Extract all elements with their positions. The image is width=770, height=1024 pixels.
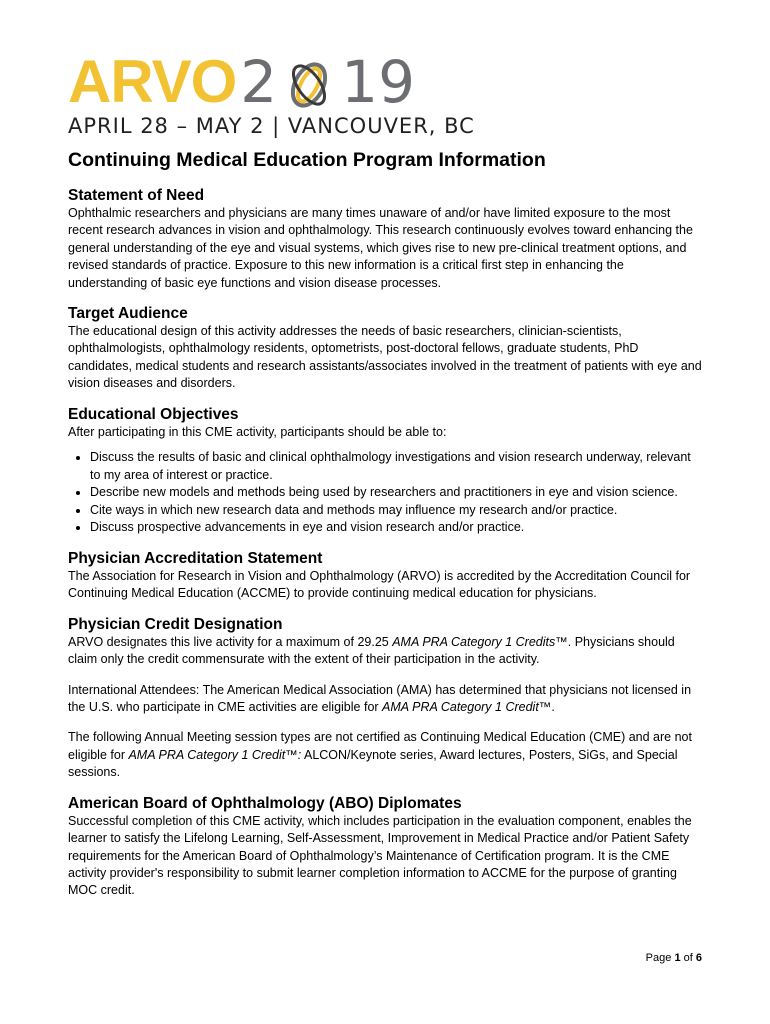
section-heading: American Board of Ophthalmology (ABO) Diplomates xyxy=(68,794,462,812)
section-body: Ophthalmic researchers and physicians are many times unaware of and/or have limited exposure to the most recent research advances in vision and ophthalmology. This research continuously evolves toward enhancing the general understanding of the eye and visual systems, which gives rise to new pre-clinical treatment options, and revised standards of practice. Exposure to this new information is a critical first step in enhancing the understanding of basic eye functions and vision disease processes. xyxy=(68,206,693,290)
accreditation-section xyxy=(68,549,702,603)
logo-year xyxy=(240,48,415,116)
text-run: ARVO designates this live activity for a maximum of 29.25 xyxy=(68,634,393,649)
statement-of-need-section xyxy=(68,186,702,292)
credit-term: AMA PRA Category 1 Credits™ xyxy=(392,634,568,649)
text-run: International Attendees: The American Medical Association (AMA) has determined that physicians not licensed in the U.S. who participate in CME activities are eligible for xyxy=(68,682,692,715)
page-label: Page xyxy=(645,952,672,964)
event-dates-location: APRIL 28 – MAY 2 | VANCOUVER, BC xyxy=(68,114,475,138)
international-paragraph xyxy=(68,682,702,717)
objectives-intro: After participating in this CME activity, participants should be able to: xyxy=(68,424,447,439)
paragraph-gap xyxy=(68,716,702,729)
section-body: The Association for Research in Vision and Ophthalmology (ARVO) is accredited by the Accreditation Council for Continuing Medical Education (ACCME) to provide continuing medical education for physicians. xyxy=(68,569,691,601)
section-heading: Target Audience xyxy=(68,305,188,323)
educational-objectives-section xyxy=(68,405,702,537)
section-heading: Physician Credit Designation xyxy=(68,615,283,633)
logo-year-last-digits: 19 xyxy=(341,48,415,116)
objectives-list xyxy=(68,449,702,537)
page-title: Continuing Medical Education Program Information xyxy=(68,149,546,171)
list-item: • Describe new models and methods being used by researchers and practitioners in eye and vision science. xyxy=(90,484,702,502)
section-heading: Statement of Need xyxy=(68,187,205,204)
target-audience-section xyxy=(68,304,702,393)
abo-diplomates-section xyxy=(68,794,702,900)
non-certified-paragraph xyxy=(68,729,702,781)
section-heading: Educational Objectives xyxy=(68,405,239,423)
text-run: The following Annual Meeting session types are not certified as Continuing Medical Education (CME) and are not eligible for xyxy=(68,730,692,762)
of-label: of xyxy=(683,952,693,964)
page-number xyxy=(646,952,702,964)
credit-term: AMA PRA Category 1 Credit™ xyxy=(382,700,552,715)
swirl-zero-icon xyxy=(278,56,340,110)
text-run: ALCON/Keynote series, Award lectures, Posters, SiGs, and Special sessions. xyxy=(68,747,678,780)
text-run: . Physicians should claim only the credit commensurate with the extent of their participation in the activity. xyxy=(68,634,675,667)
section-body: The educational design of this activity addresses the needs of basic researchers, clinician-scientists, ophthalmologists, ophthalmology residents, optometrists, post-doctoral fellows, graduate students, PhD candidates, medical students and research assistants/associates involved in the treatment of patients with eye and vision diseases and disorders. xyxy=(68,324,702,391)
text-run: . xyxy=(551,700,555,715)
credit-designation-section xyxy=(68,615,702,782)
credit-term: AMA PRA Category 1 Credit™: xyxy=(128,747,302,762)
event-header xyxy=(68,48,475,138)
document-body xyxy=(68,147,702,912)
list-item: • Cite ways in which new research data and methods may influence my research and/or practice. xyxy=(90,502,702,520)
current-page: 1 xyxy=(674,952,681,964)
list-item: • Discuss the results of basic and clinical ophthalmology investigations and vision research underway, relevant to my area of interest or practice. xyxy=(90,449,702,484)
paragraph-gap xyxy=(68,669,702,682)
arvo-2019-logo xyxy=(68,48,415,116)
credit-paragraph xyxy=(68,634,702,669)
logo-brand: ARVO xyxy=(68,48,237,115)
logo-year-first-digit: 2 xyxy=(240,48,278,116)
section-body: Successful completion of this CME activity, which includes participation in the evaluation component, enables the learner to satisfy the Lifelong Learning, Self-Assessment, Improvement in Medical Practice and/or Patient Safety requirements for the American Board of Ophthalmology’s Maintenance of Certification program. It is the CME activity provider's responsibility to submit learner completion information to ACCME for the purpose of granting MOC credit. xyxy=(68,813,692,898)
list-item: • Discuss prospective advancements in eye and vision research and/or practice. xyxy=(90,519,702,537)
total-pages: 6 xyxy=(695,952,702,964)
section-heading: Physician Accreditation Statement xyxy=(68,550,323,568)
